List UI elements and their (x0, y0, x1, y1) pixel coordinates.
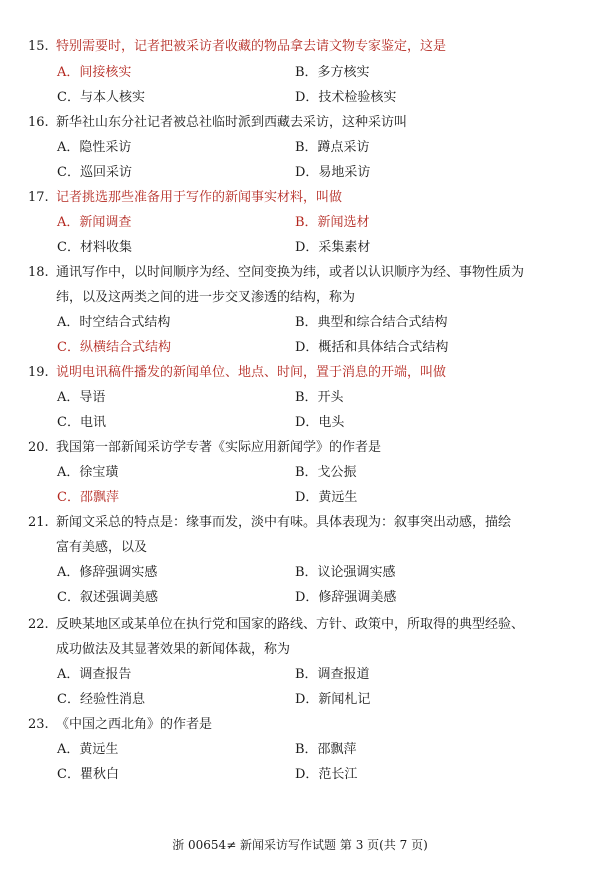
options-row (57, 410, 557, 435)
options-row (57, 460, 557, 485)
option-c: C．瞿秋白 (57, 767, 119, 782)
options-row (57, 662, 557, 687)
option-a: A．时空结合式结构 (57, 315, 171, 330)
option-c: C．巡回采访 (57, 165, 132, 180)
question-18-continued (56, 285, 576, 310)
options-row (57, 135, 557, 160)
option-c: C．邵飘萍 (57, 490, 119, 505)
options-row (57, 585, 557, 610)
options-row (57, 385, 557, 410)
question-23 (28, 712, 578, 737)
question-21 (28, 510, 578, 535)
options-row (57, 335, 557, 360)
option-b: B．典型和综合结合式结构 (295, 315, 448, 330)
option-d: D．范长江 (295, 767, 358, 782)
option-c: C．经验性消息 (57, 692, 145, 707)
question-19 (28, 360, 578, 385)
option-c: C．与本人核实 (57, 90, 145, 105)
question-number: 17. (28, 190, 49, 205)
option-b: B．开头 (295, 390, 344, 405)
page-footer: 浙 00654≠ 新闻采访写作试题 第 3 页(共 7 页) (172, 838, 428, 852)
option-a: A．黄远生 (57, 742, 119, 757)
options-row (57, 310, 557, 335)
options-row (57, 687, 557, 712)
option-b: B．邵飘萍 (295, 742, 357, 757)
option-a: A．新闻调查 (57, 215, 132, 230)
question-text: 说明电讯稿件播发的新闻单位、地点、时间，置于消息的开端，叫做 (56, 365, 447, 380)
question-number: 22. (28, 617, 49, 632)
option-d: D．易地采访 (295, 165, 371, 180)
question-number: 18. (28, 265, 49, 280)
option-d: D．概括和具体结合式结构 (295, 340, 449, 355)
question-text-line2: 成功做法及其显著效果的新闻体裁，称为 (56, 642, 291, 657)
option-d: D．修辞强调美感 (295, 590, 397, 605)
option-b: B．戈公振 (295, 465, 357, 480)
option-d: D．技术检验核实 (295, 90, 397, 105)
question-text: 新华社山东分社记者被总社临时派到西藏去采访，这种采访叫 (56, 115, 408, 130)
question-number: 21. (28, 515, 49, 530)
question-number: 19. (28, 365, 49, 380)
option-b: B．蹲点采访 (295, 140, 370, 155)
option-a: A．间接核实 (57, 65, 132, 80)
question-number: 23. (28, 717, 49, 732)
question-text-line1: 新闻文采总的特点是：缘事而发，淡中有味。具体表现为：叙事突出动感，描绘 (56, 515, 512, 530)
option-b: B．新闻选材 (295, 215, 370, 230)
option-c: C．叙述强调美感 (57, 590, 158, 605)
question-21-continued (56, 535, 576, 560)
question-number: 16. (28, 115, 49, 130)
options-row (57, 762, 557, 787)
option-a: A．调查报告 (57, 667, 132, 682)
option-d: D．新闻札记 (295, 692, 371, 707)
question-number: 20. (28, 440, 49, 455)
option-c: C．材料收集 (57, 240, 132, 255)
option-a: A．隐性采访 (57, 140, 132, 155)
question-text-line2: 富有美感，以及 (56, 540, 148, 555)
question-text-line1: 通讯写作中，以时间顺序为经、空间变换为纬，或者以认识顺序为经、事物性质为 (56, 265, 525, 280)
question-text: 特别需要时，记者把被采访者收藏的物品拿去请文物专家鉴定，这是 (56, 39, 447, 54)
option-c: C．电讯 (57, 415, 106, 430)
question-17 (28, 185, 578, 210)
option-b: B．调查报道 (295, 667, 370, 682)
option-a: A．徐宝璜 (57, 465, 119, 480)
options-row (57, 235, 557, 260)
option-b: B．议论强调实感 (295, 565, 396, 580)
question-text: 我国第一部新闻采访学专著《实际应用新闻学》的作者是 (56, 440, 382, 455)
options-row (57, 737, 557, 762)
option-d: D．电头 (295, 415, 345, 430)
question-22 (28, 612, 578, 637)
question-20 (28, 435, 578, 460)
question-15 (28, 34, 578, 59)
options-row (57, 485, 557, 510)
question-text: 记者挑选那些准备用于写作的新闻事实材料，叫做 (56, 190, 343, 205)
options-row (57, 85, 557, 110)
question-16 (28, 110, 578, 135)
question-text-line2: 纬，以及这两类之间的进一步交叉渗透的结构，称为 (56, 290, 356, 305)
option-b: B．多方核实 (295, 65, 370, 80)
options-row (57, 560, 557, 585)
question-18 (28, 260, 578, 285)
option-d: D．采集素材 (295, 240, 371, 255)
options-row (57, 160, 557, 185)
question-22-continued (56, 637, 576, 662)
question-number: 15. (28, 39, 49, 54)
option-d: D．黄远生 (295, 490, 358, 505)
option-c: C．纵横结合式结构 (57, 340, 171, 355)
options-row (57, 60, 557, 85)
option-a: A．修辞强调实感 (57, 565, 158, 580)
question-text-line1: 反映某地区或某单位在执行党和国家的路线、方针、政策中，所取得的典型经验、 (56, 617, 525, 632)
options-row (57, 210, 557, 235)
question-text: 《中国之西北角》的作者是 (56, 717, 213, 732)
option-a: A．导语 (57, 390, 106, 405)
